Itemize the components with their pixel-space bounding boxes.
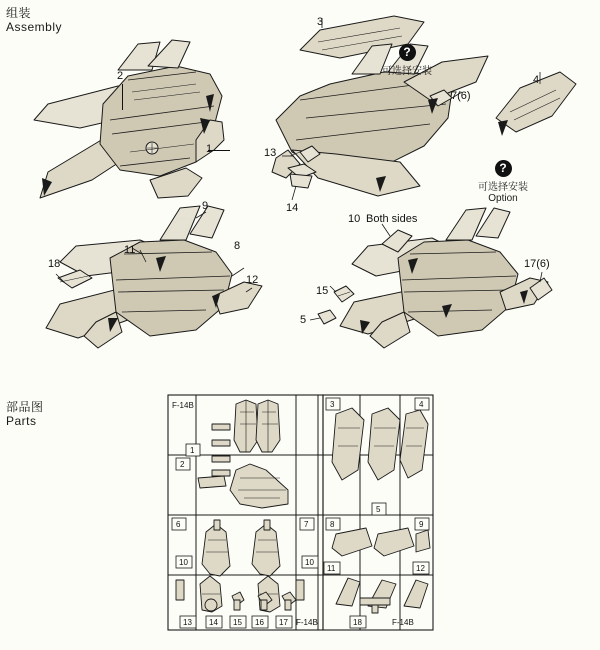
callout-4: 4: [533, 74, 540, 86]
assembly-heading-cn: 组装: [6, 6, 32, 20]
svg-text:14: 14: [209, 618, 218, 627]
svg-text:F-14B: F-14B: [296, 618, 318, 627]
svg-text:F-14B: F-14B: [392, 618, 414, 627]
svg-text:8: 8: [330, 520, 335, 529]
svg-text:11: 11: [327, 564, 336, 573]
svg-text:3: 3: [330, 400, 335, 409]
callout-9: 9: [202, 200, 209, 212]
svg-text:18: 18: [353, 618, 362, 627]
svg-text:4: 4: [419, 400, 424, 409]
callout-5: 5: [300, 314, 307, 326]
callout-8: 8: [234, 240, 241, 252]
callout-1: 1: [206, 143, 213, 155]
svg-text:F-14B: F-14B: [172, 401, 194, 410]
parts-heading-cn: 部品图: [6, 400, 44, 414]
svg-text:5: 5: [376, 505, 381, 514]
svg-text:15: 15: [233, 618, 242, 627]
svg-text:2: 2: [180, 460, 185, 469]
svg-text:1: 1: [190, 446, 195, 455]
svg-text:13: 13: [183, 618, 192, 627]
callout-10: 10: [348, 213, 361, 225]
callout-14: 14: [286, 202, 299, 214]
callout-3: 3: [317, 16, 324, 28]
svg-text:12: 12: [416, 564, 425, 573]
parts-heading-en: Parts: [6, 414, 37, 428]
callout-18: 18: [48, 258, 61, 270]
question-mark-icon-2: ?: [495, 160, 512, 177]
svg-text:9: 9: [419, 520, 424, 529]
assembly-heading-en: Assembly: [6, 20, 63, 34]
callout-12: 12: [246, 274, 259, 286]
svg-text:6: 6: [176, 520, 181, 529]
option-top-label-cn: 可选择安装: [382, 66, 432, 77]
callout-13: 13: [264, 147, 277, 159]
option-right-label-en: Option: [488, 193, 518, 204]
svg-text:10: 10: [305, 558, 314, 567]
svg-text:7: 7: [304, 520, 309, 529]
svg-text:17: 17: [279, 618, 288, 627]
callout-7-6: 7(6): [451, 90, 471, 102]
callout-17-6: 17(6): [524, 258, 550, 270]
callout-15: 15: [316, 285, 329, 297]
callout-2: 2: [117, 70, 124, 82]
svg-text:10: 10: [179, 558, 188, 567]
option-right-label-cn: 可选择安装: [478, 182, 528, 193]
both-sides-label: Both sides: [366, 213, 418, 225]
svg-text:16: 16: [255, 618, 264, 627]
question-mark-icon: ?: [399, 44, 416, 61]
callout-11: 11: [124, 244, 136, 256]
